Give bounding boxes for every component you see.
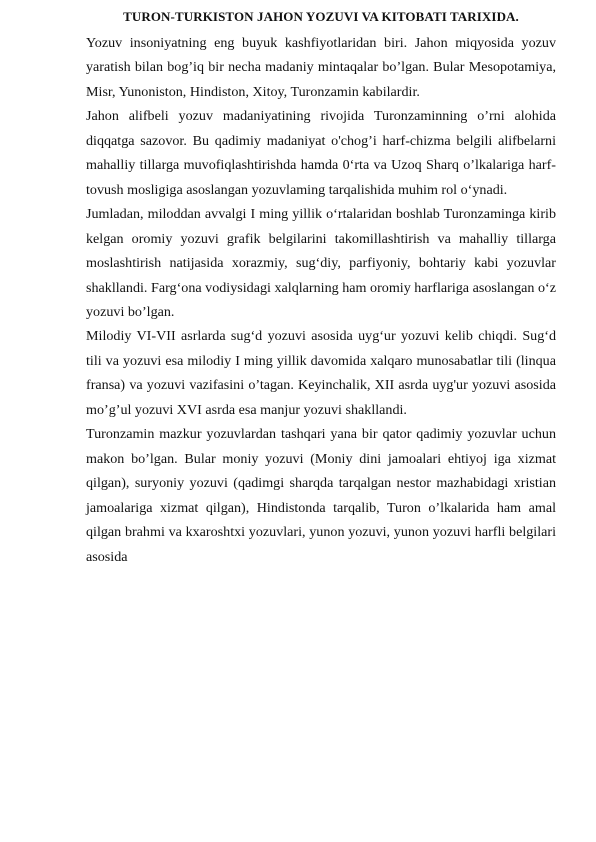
- paragraph-1: Yozuv insoniyatning eng buyuk kashfiyotlaridan biri. Jahon miqyosida yozuv yaratish bilan bog’iq bir necha madaniy mintaqalar bo’lgan. Bular Mesopotamiya, Misr, Yunoniston, Hindiston, Xitoy, Turonzamin kabilardir.: [86, 35, 556, 100]
- document-page: [86, 6, 556, 569]
- paragraph-5: Turonzamin mazkur yozuvlardan tashqari yana bir qator qadimiy yozuvlar uchun makon bo’lgan. Bular moniy yozuvi (Moniy dini jamoalari ehtiyoj iga xizmat qilgan), suryoniy yozuvi (qadimgi sharqda tarqalgan nestor mazhabidagi xristian jamoalariga xizmat qilgan), Hindistonda tarqalib, Turon o’lkalarida ham amal qilgan brahmi va kxaroshtxi yozuvlari, yunon yozuvi, yunon yozuvi harfli belgilari asosida: [86, 426, 556, 565]
- paragraph-2: Jahon alifbeli yozuv madaniyatining rivojida Turonzaminning o’rni alohida diqqatga sazovor. Bu qadimiy madaniyat o'chog’i harf-chizma belgili alifbelarni mahalliy tillarga muvofiqlashtirishda hamda 0‘rta va Uzoq Sharq o’lkalariga harf-tovush mosligiga asoslangan yozuvlaming tarqalishida muhim rol o‘ynadi.: [86, 108, 556, 198]
- paragraph-3: Jumladan, miloddan avvalgi I ming yillik o‘rtalaridan boshlab Turonzaminga kirib kelgan oromiy yozuvi grafik belgilarini takomillashtirish va mahalliy tillarga moslashtirish natijasida xorazmiy, sug‘diy, parfiyoniy, bohtariy kabi yozuvlar shakllandi. Farg‘ona vodiysidagi xalqlarning ham oromiy harflariga asoslangan o‘z yozuvi bo’lgan.: [86, 206, 556, 320]
- document-title: TURON-TURKISTON JAHON YOZUVI VA KITOBATI TARIXIDA.: [123, 9, 519, 24]
- paragraph-4: Milodiy VI-VII asrlarda sug‘d yozuvi asosida uyg‘ur yozuvi kelib chiqdi. Sug‘d tili va yozuvi esa milodiy I ming yillik davomida xalqaro munosabatlar tili (linqua fransa) va yozuvi vazifasini o’tagan. Keyinchalik, XII asrda uyg'ur yozuvi asosida mo’g’ul yozuvi XVI asrda esa manjur yozuvi shakllandi.: [86, 328, 556, 418]
